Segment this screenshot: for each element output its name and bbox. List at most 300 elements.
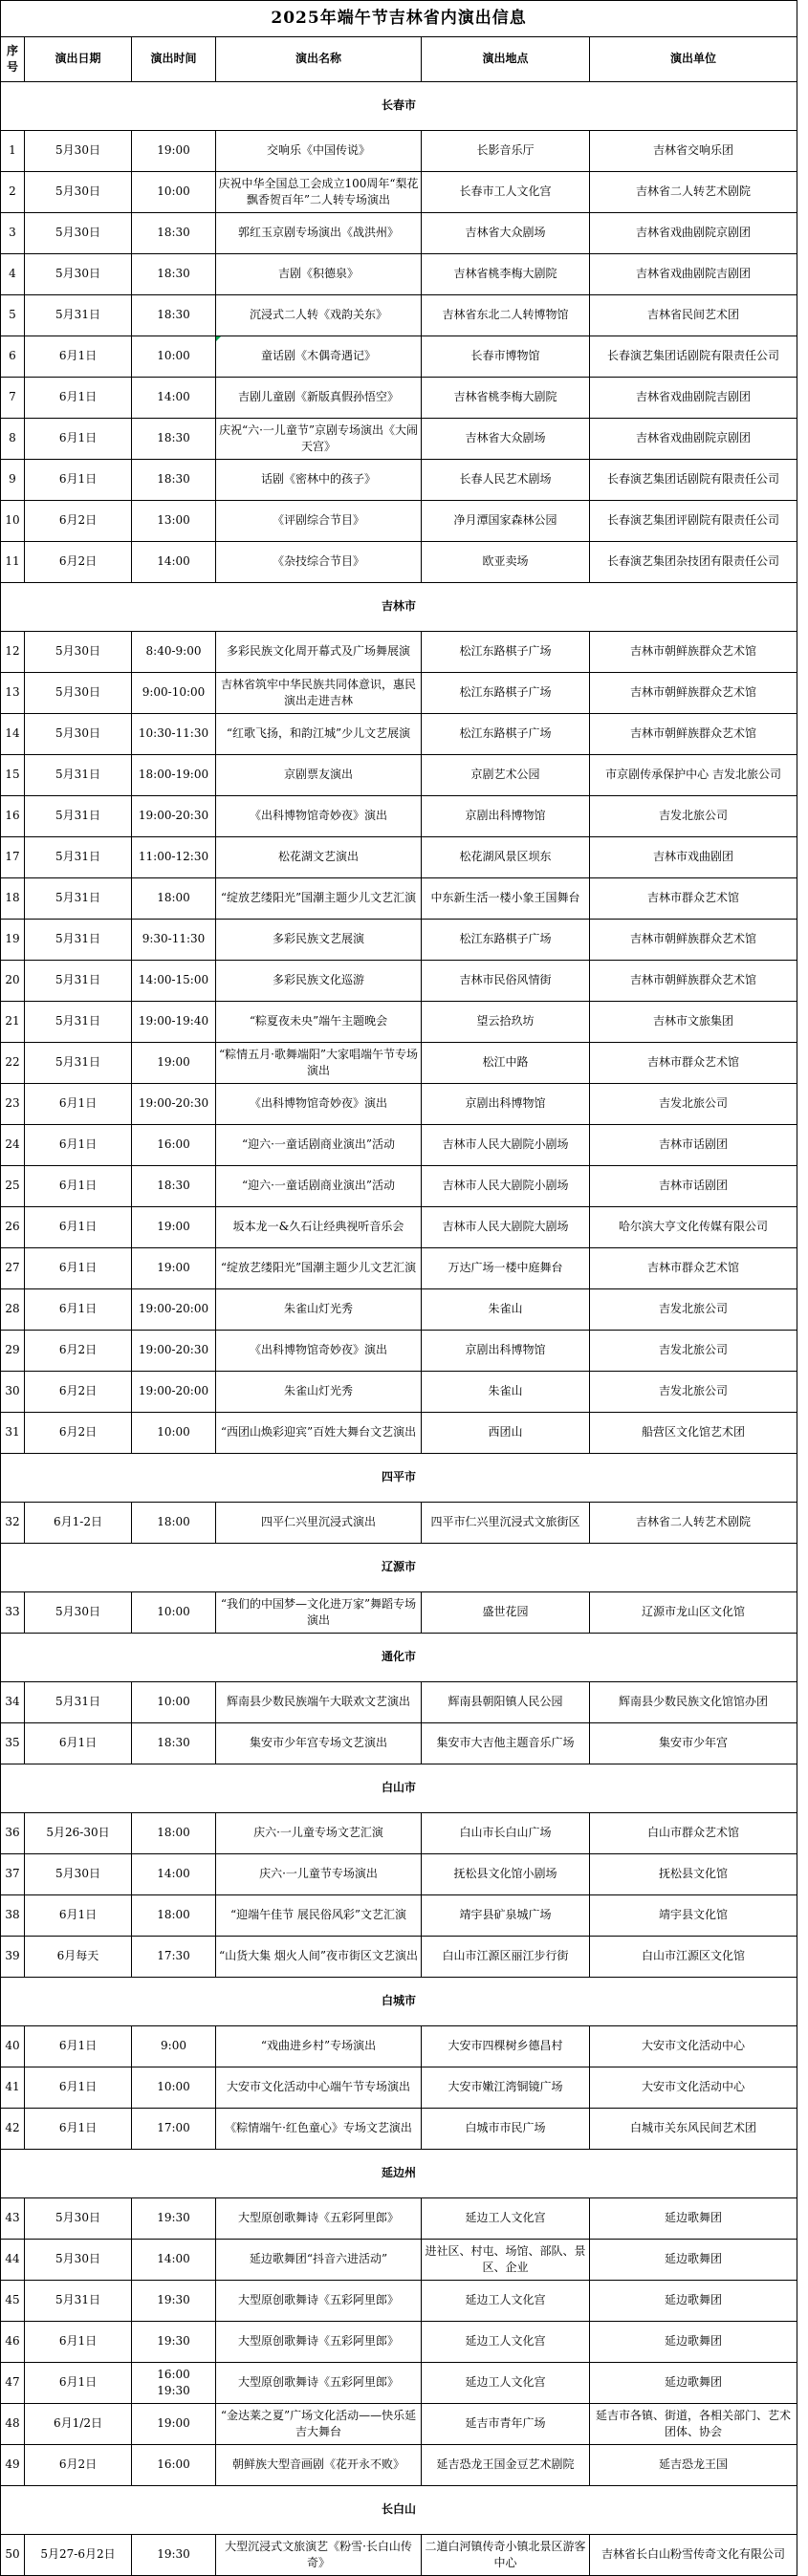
cell-no: 15 (1, 755, 25, 796)
cell-no: 24 (1, 1125, 25, 1166)
table-row (1, 254, 797, 295)
cell-date: 6月2日 (25, 501, 132, 542)
cell-date: 6月1日 (25, 419, 132, 460)
cell-venue: 望云拾玖坊 (422, 1002, 590, 1043)
cell-org: 吉林市朝鲜族群众艺术馆 (590, 632, 797, 673)
cell-venue: 吉林省东北二人转博物馆 (422, 295, 590, 336)
section-row (1, 1978, 797, 2026)
cell-time: 16:00 (132, 1125, 216, 1166)
table-row (1, 1682, 797, 1723)
cell-no: 49 (1, 2445, 25, 2486)
cell-org: 吉林省民间艺术团 (590, 295, 797, 336)
cell-time: 19:00 (132, 1207, 216, 1248)
cell-date: 5月31日 (25, 1002, 132, 1043)
cell-time: 14:00 (132, 2240, 216, 2281)
table-row (1, 1813, 797, 1854)
cell-org: 吉林市群众艺术馆 (590, 878, 797, 920)
cell-org: 吉林省戏曲剧院京剧团 (590, 213, 797, 254)
cell-name: 郭红玉京剧专场演出《战洪州》 (216, 213, 422, 254)
section-row (1, 583, 797, 632)
cell-venue: 朱雀山 (422, 1289, 590, 1331)
cell-time: 10:30-11:30 (132, 714, 216, 755)
table-row (1, 796, 797, 837)
cell-no: 13 (1, 673, 25, 714)
cell-org: 延吉市各镇、街道，各相关部门、艺术团体、协会 (590, 2404, 797, 2445)
column-header-row (1, 37, 797, 82)
cell-venue: 松江中路 (422, 1043, 590, 1084)
cell-org: 吉发北旅公司 (590, 1372, 797, 1413)
cell-name: “我们的中国梦—文化进万家”舞蹈专场演出 (216, 1592, 422, 1634)
cell-time: 18:00 (132, 1813, 216, 1854)
cell-time: 18:30 (132, 419, 216, 460)
cell-no: 45 (1, 2281, 25, 2322)
cell-org: 吉林市朝鲜族群众艺术馆 (590, 920, 797, 961)
section-city-label: 白山市 (1, 1764, 797, 1813)
cell-venue: 万达广场一楼中庭舞台 (422, 1248, 590, 1289)
cell-venue: 白山市江源区丽江步行街 (422, 1937, 590, 1978)
cell-date: 5月31日 (25, 961, 132, 1002)
cell-name: 庆六·一儿童节专场演出 (216, 1854, 422, 1895)
cell-date: 5月31日 (25, 837, 132, 878)
cell-name: 延边歌舞团“抖音六进活动” (216, 2240, 422, 2281)
cell-name: 多彩民族文化巡游 (216, 961, 422, 1002)
cell-date: 6月每天 (25, 1937, 132, 1978)
cell-venue: 松江东路棋子广场 (422, 673, 590, 714)
cell-org: 吉林市文旅集团 (590, 1002, 797, 1043)
cell-no: 32 (1, 1503, 25, 1544)
cell-venue: 延边工人文化宫 (422, 2281, 590, 2322)
cell-name: 吉林省筑牢中华民族共同体意识，惠民演出走进吉林 (216, 673, 422, 714)
cell-time: 19:00-20:30 (132, 1084, 216, 1125)
cell-venue: 吉林省大众剧场 (422, 419, 590, 460)
cell-venue: 二道白河镇传奇小镇北景区游客中心 (422, 2535, 590, 2576)
cell-name: 大安市文化活动中心端午节专场演出 (216, 2067, 422, 2109)
cell-no: 29 (1, 1331, 25, 1372)
cell-no: 25 (1, 1166, 25, 1207)
cell-name: 辉南县少数民族端午大联欢文艺演出 (216, 1682, 422, 1723)
cell-date: 5月31日 (25, 1043, 132, 1084)
cell-name: “红歌飞扬，和韵江城”少儿文艺展演 (216, 714, 422, 755)
cell-date: 6月1日 (25, 1723, 132, 1764)
cell-no: 37 (1, 1854, 25, 1895)
cell-no: 50 (1, 2535, 25, 2576)
cell-date: 6月1日 (25, 1084, 132, 1125)
cell-venue: 进社区、村屯、场馆、部队、景区、企业 (422, 2240, 590, 2281)
cell-name: 吉剧《积德泉》 (216, 254, 422, 295)
cell-no: 34 (1, 1682, 25, 1723)
cell-time: 18:30 (132, 1723, 216, 1764)
cell-name: 《出科博物馆奇妙夜》演出 (216, 1084, 422, 1125)
cell-date: 5月31日 (25, 878, 132, 920)
cell-venue: 京剧出科博物馆 (422, 1331, 590, 1372)
table-row (1, 213, 797, 254)
cell-time: 19:30 (132, 2322, 216, 2363)
cell-org: 延边歌舞团 (590, 2322, 797, 2363)
cell-time: 19:00 (132, 131, 216, 172)
cell-venue: 白山市长白山广场 (422, 1813, 590, 1854)
cell-org: 哈尔滨大亨文化传媒有限公司 (590, 1207, 797, 1248)
cell-name: “迎六·一童话剧商业演出”活动 (216, 1125, 422, 1166)
cell-date: 6月1日 (25, 2109, 132, 2150)
cell-name: “粽情五月·歌舞端阳”大家唱端午节专场演出 (216, 1043, 422, 1084)
column-header-col-date: 演出日期 (25, 37, 132, 82)
cell-time: 16:00 19:30 (132, 2363, 216, 2404)
cell-no: 12 (1, 632, 25, 673)
table-row (1, 1937, 797, 1978)
page-title: 2025年端午节吉林省内演出信息 (1, 1, 797, 37)
cell-time: 18:00-19:00 (132, 755, 216, 796)
cell-time: 19:00-20:00 (132, 1372, 216, 1413)
cell-no: 17 (1, 837, 25, 878)
section-city-label: 长春市 (1, 82, 797, 131)
cell-date: 5月30日 (25, 673, 132, 714)
cell-org: 吉发北旅公司 (590, 1084, 797, 1125)
cell-org: 延吉恐龙王国 (590, 2445, 797, 2486)
table-row (1, 2281, 797, 2322)
cell-time: 10:00 (132, 1682, 216, 1723)
cell-no: 18 (1, 878, 25, 920)
cell-date: 5月30日 (25, 2198, 132, 2240)
cell-venue: 朱雀山 (422, 1372, 590, 1413)
table-row (1, 755, 797, 796)
cell-venue: 欧亚卖场 (422, 542, 590, 583)
table-row (1, 1002, 797, 1043)
cell-no: 40 (1, 2026, 25, 2067)
cell-date: 6月2日 (25, 1331, 132, 1372)
cell-no: 36 (1, 1813, 25, 1854)
cell-no: 9 (1, 460, 25, 501)
table-row (1, 673, 797, 714)
section-row (1, 82, 797, 131)
table-row (1, 1503, 797, 1544)
table-row (1, 542, 797, 583)
table-row (1, 460, 797, 501)
cell-date: 6月1日 (25, 1895, 132, 1937)
cell-venue: 吉林市人民大剧院小剧场 (422, 1125, 590, 1166)
cell-venue: 京剧艺术公园 (422, 755, 590, 796)
section-city-label: 通化市 (1, 1634, 797, 1682)
cell-org: 吉林市群众艺术馆 (590, 1043, 797, 1084)
cell-time: 18:00 (132, 878, 216, 920)
table-row (1, 172, 797, 213)
table-row (1, 1723, 797, 1764)
cell-venue: 盛世花园 (422, 1592, 590, 1634)
cell-name: 大型原创歌舞诗《五彩阿里郎》 (216, 2363, 422, 2404)
cell-date: 5月31日 (25, 295, 132, 336)
cell-org: 吉发北旅公司 (590, 796, 797, 837)
cell-time: 14:00-15:00 (132, 961, 216, 1002)
cell-time: 19:30 (132, 2281, 216, 2322)
cell-time: 18:30 (132, 295, 216, 336)
cell-org: 吉林市朝鲜族群众艺术馆 (590, 961, 797, 1002)
cell-name-with-flag-marker: 童话剧《木偶奇遇记》 (216, 336, 422, 378)
cell-time: 10:00 (132, 1592, 216, 1634)
cell-date: 5月30日 (25, 254, 132, 295)
cell-no: 30 (1, 1372, 25, 1413)
cell-org: 吉林省戏曲剧院京剧团 (590, 419, 797, 460)
cell-date: 5月27-6月2日 (25, 2535, 132, 2576)
cell-date: 5月31日 (25, 2281, 132, 2322)
column-header-col-name: 演出名称 (216, 37, 422, 82)
table-row (1, 1166, 797, 1207)
cell-date: 5月30日 (25, 213, 132, 254)
cell-org: 靖宇县文化馆 (590, 1895, 797, 1937)
cell-org: 吉林市群众艺术馆 (590, 1248, 797, 1289)
cell-org: 延边歌舞团 (590, 2198, 797, 2240)
cell-time: 18:30 (132, 213, 216, 254)
table-row (1, 2404, 797, 2445)
section-row (1, 1544, 797, 1592)
cell-date: 6月1日 (25, 2026, 132, 2067)
cell-no: 19 (1, 920, 25, 961)
cell-no: 20 (1, 961, 25, 1002)
cell-time: 18:30 (132, 1166, 216, 1207)
table-row (1, 2026, 797, 2067)
cell-no: 1 (1, 131, 25, 172)
cell-no: 33 (1, 1592, 25, 1634)
cell-date: 6月2日 (25, 2445, 132, 2486)
section-row (1, 1634, 797, 1682)
table-row (1, 1592, 797, 1634)
cell-date: 6月1日 (25, 336, 132, 378)
cell-name: “迎端午佳节 展民俗风彩”文艺汇演 (216, 1895, 422, 1937)
cell-time: 19:00 (132, 1248, 216, 1289)
table-row (1, 714, 797, 755)
cell-org: 长春演艺集团评剧院有限责任公司 (590, 501, 797, 542)
table-row (1, 1331, 797, 1372)
cell-date: 6月1日 (25, 1248, 132, 1289)
cell-name: “粽夏夜未央”端午主题晚会 (216, 1002, 422, 1043)
cell-name: 《出科博物馆奇妙夜》演出 (216, 796, 422, 837)
cell-venue: 四平市仁兴里沉浸式文旅街区 (422, 1503, 590, 1544)
cell-org: 抚松县文化馆 (590, 1854, 797, 1895)
cell-date: 5月30日 (25, 632, 132, 673)
cell-no: 16 (1, 796, 25, 837)
cell-time: 9:00-10:00 (132, 673, 216, 714)
cell-name: 话剧《密林中的孩子》 (216, 460, 422, 501)
cell-name: “绽放艺缕阳光”国潮主题少儿文艺汇演 (216, 1248, 422, 1289)
cell-date: 6月1日 (25, 2363, 132, 2404)
cell-org: 吉林市话剧团 (590, 1125, 797, 1166)
cell-name: 多彩民族文艺展演 (216, 920, 422, 961)
cell-time: 10:00 (132, 1413, 216, 1454)
cell-venue: 辉南县朝阳镇人民公园 (422, 1682, 590, 1723)
cell-venue: 京剧出科博物馆 (422, 796, 590, 837)
cell-no: 38 (1, 1895, 25, 1937)
cell-name: 坂本龙一&久石让经典视听音乐会 (216, 1207, 422, 1248)
cell-org: 吉林市朝鲜族群众艺术馆 (590, 673, 797, 714)
table-row (1, 2198, 797, 2240)
section-city-label: 延边州 (1, 2150, 797, 2198)
cell-org: 吉林市戏曲剧团 (590, 837, 797, 878)
cell-no: 4 (1, 254, 25, 295)
cell-name: 朱雀山灯光秀 (216, 1289, 422, 1331)
cell-time: 14:00 (132, 542, 216, 583)
cell-venue: 长影音乐厅 (422, 131, 590, 172)
cell-org: 船营区文化馆艺术团 (590, 1413, 797, 1454)
cell-venue: 长春市工人文化宫 (422, 172, 590, 213)
cell-venue: 大安市四棵树乡德昌村 (422, 2026, 590, 2067)
cell-time: 10:00 (132, 2067, 216, 2109)
column-header-col-org: 演出单位 (590, 37, 797, 82)
cell-date: 6月1日 (25, 1289, 132, 1331)
table-row (1, 920, 797, 961)
table-row (1, 1289, 797, 1331)
cell-time: 17:30 (132, 1937, 216, 1978)
cell-org: 延边歌舞团 (590, 2363, 797, 2404)
cell-date: 5月31日 (25, 755, 132, 796)
table-row (1, 2535, 797, 2576)
cell-no: 47 (1, 2363, 25, 2404)
cell-date: 6月2日 (25, 542, 132, 583)
cell-date: 5月30日 (25, 2240, 132, 2281)
table-row (1, 419, 797, 460)
section-city-label: 白城市 (1, 1978, 797, 2026)
cell-date: 6月2日 (25, 1413, 132, 1454)
cell-date: 5月30日 (25, 131, 132, 172)
cell-org: 大安市文化活动中心 (590, 2026, 797, 2067)
table-row (1, 2109, 797, 2150)
cell-time: 19:00-20:30 (132, 796, 216, 837)
cell-no: 43 (1, 2198, 25, 2240)
cell-time: 19:00-19:40 (132, 1002, 216, 1043)
cell-date: 6月2日 (25, 1372, 132, 1413)
cell-no: 22 (1, 1043, 25, 1084)
section-row (1, 2150, 797, 2198)
cell-time: 10:00 (132, 172, 216, 213)
cell-org: 吉林省戏曲剧院吉剧团 (590, 378, 797, 419)
table-row (1, 878, 797, 920)
cell-name: 京剧票友演出 (216, 755, 422, 796)
cell-no: 3 (1, 213, 25, 254)
section-row (1, 1764, 797, 1813)
cell-time: 18:30 (132, 254, 216, 295)
cell-name: “山货大集 烟火人间”夜市街区文艺演出 (216, 1937, 422, 1978)
cell-name: “绽放艺缕阳光”国潮主题少儿文艺汇演 (216, 878, 422, 920)
cell-no: 14 (1, 714, 25, 755)
cell-org: 延边歌舞团 (590, 2240, 797, 2281)
cell-name: 沉浸式二人转《戏韵关东》 (216, 295, 422, 336)
column-header-col-time: 演出时间 (132, 37, 216, 82)
cell-no: 6 (1, 336, 25, 378)
cell-venue: 中东新生活一楼小象王国舞台 (422, 878, 590, 920)
table-row (1, 961, 797, 1002)
table-row (1, 632, 797, 673)
cell-no: 26 (1, 1207, 25, 1248)
cell-date: 6月1日 (25, 1166, 132, 1207)
cell-venue: 长春人民艺术剧场 (422, 460, 590, 501)
table-row (1, 1207, 797, 1248)
cell-time: 17:00 (132, 2109, 216, 2150)
cell-venue: 吉林市民俗风情街 (422, 961, 590, 1002)
cell-time: 18:30 (132, 460, 216, 501)
cell-venue: 吉林市人民大剧院小剧场 (422, 1166, 590, 1207)
table-row (1, 378, 797, 419)
cell-time: 19:00-20:30 (132, 1331, 216, 1372)
cell-no: 11 (1, 542, 25, 583)
section-row (1, 2486, 797, 2535)
cell-name: 《出科博物馆奇妙夜》演出 (216, 1331, 422, 1372)
cell-no: 21 (1, 1002, 25, 1043)
column-header-col-venue: 演出地点 (422, 37, 590, 82)
table-row (1, 131, 797, 172)
cell-org: 吉林市朝鲜族群众艺术馆 (590, 714, 797, 755)
cell-name: “迎六·一童话剧商业演出”活动 (216, 1166, 422, 1207)
table-row (1, 2240, 797, 2281)
cell-org: 吉林市话剧团 (590, 1166, 797, 1207)
title-row (1, 1, 797, 37)
cell-venue: 延边工人文化宫 (422, 2198, 590, 2240)
cell-org: 长春演艺集团话剧院有限责任公司 (590, 336, 797, 378)
table-row (1, 2067, 797, 2109)
cell-date: 6月1/2日 (25, 2404, 132, 2445)
cell-org: 吉林省二人转艺术剧院 (590, 1503, 797, 1544)
cell-time: 8:40-9:00 (132, 632, 216, 673)
cell-time: 19:00-20:00 (132, 1289, 216, 1331)
cell-venue: 延吉市青年广场 (422, 2404, 590, 2445)
cell-venue: 白城市市民广场 (422, 2109, 590, 2150)
cell-time: 19:00 (132, 2404, 216, 2445)
cell-venue: 延边工人文化宫 (422, 2363, 590, 2404)
cell-name: 庆六·一儿童专场文艺汇演 (216, 1813, 422, 1854)
cell-org: 吉林省戏曲剧院吉剧团 (590, 254, 797, 295)
cell-no: 28 (1, 1289, 25, 1331)
cell-name: 大型原创歌舞诗《五彩阿里郎》 (216, 2281, 422, 2322)
cell-venue: 吉林省桃李梅大剧院 (422, 378, 590, 419)
cell-name: 四平仁兴里沉浸式演出 (216, 1503, 422, 1544)
cell-no: 8 (1, 419, 25, 460)
cell-venue: 延边工人文化宫 (422, 2322, 590, 2363)
column-header-col-no: 序号 (1, 37, 25, 82)
table-row (1, 1043, 797, 1084)
cell-date: 6月1日 (25, 1207, 132, 1248)
cell-org: 吉林省二人转艺术剧院 (590, 172, 797, 213)
cell-name: 大型沉浸式文旅演艺《粉雪·长白山传奇》 (216, 2535, 422, 2576)
section-city-label: 长白山 (1, 2486, 797, 2535)
cell-no: 23 (1, 1084, 25, 1125)
cell-name: 《评剧综合节目》 (216, 501, 422, 542)
cell-org: 吉林省长白山粉雪传奇文化有限公司 (590, 2535, 797, 2576)
cell-no: 2 (1, 172, 25, 213)
cell-name: 庆祝中华全国总工会成立100周年“梨花飘香贺百年”二人转专场演出 (216, 172, 422, 213)
cell-no: 27 (1, 1248, 25, 1289)
cell-no: 48 (1, 2404, 25, 2445)
cell-time: 19:30 (132, 2198, 216, 2240)
table-row (1, 1895, 797, 1937)
cell-date: 5月30日 (25, 1854, 132, 1895)
table-row (1, 501, 797, 542)
section-city-label: 吉林市 (1, 583, 797, 632)
cell-no: 39 (1, 1937, 25, 1978)
cell-name: 朝鲜族大型音画剧《花开永不败》 (216, 2445, 422, 2486)
cell-name: 庆祝“六·一儿童节”京剧专场演出《大闹天宫》 (216, 419, 422, 460)
table-row (1, 295, 797, 336)
table-row (1, 1084, 797, 1125)
cell-org: 白城市关东风民间艺术团 (590, 2109, 797, 2150)
cell-no: 7 (1, 378, 25, 419)
table-row (1, 1248, 797, 1289)
cell-no: 5 (1, 295, 25, 336)
table-row (1, 1125, 797, 1166)
cell-name: 吉剧儿童剧《新版真假孙悟空》 (216, 378, 422, 419)
cell-org: 白山市群众艺术馆 (590, 1813, 797, 1854)
cell-name: 松花湖文艺演出 (216, 837, 422, 878)
cell-name: “金达莱之夏”广场文化活动——快乐延吉大舞台 (216, 2404, 422, 2445)
cell-venue: 集安市大吉他主题音乐广场 (422, 1723, 590, 1764)
table-row (1, 2363, 797, 2404)
cell-no: 41 (1, 2067, 25, 2109)
cell-name: 大型原创歌舞诗《五彩阿里郎》 (216, 2322, 422, 2363)
